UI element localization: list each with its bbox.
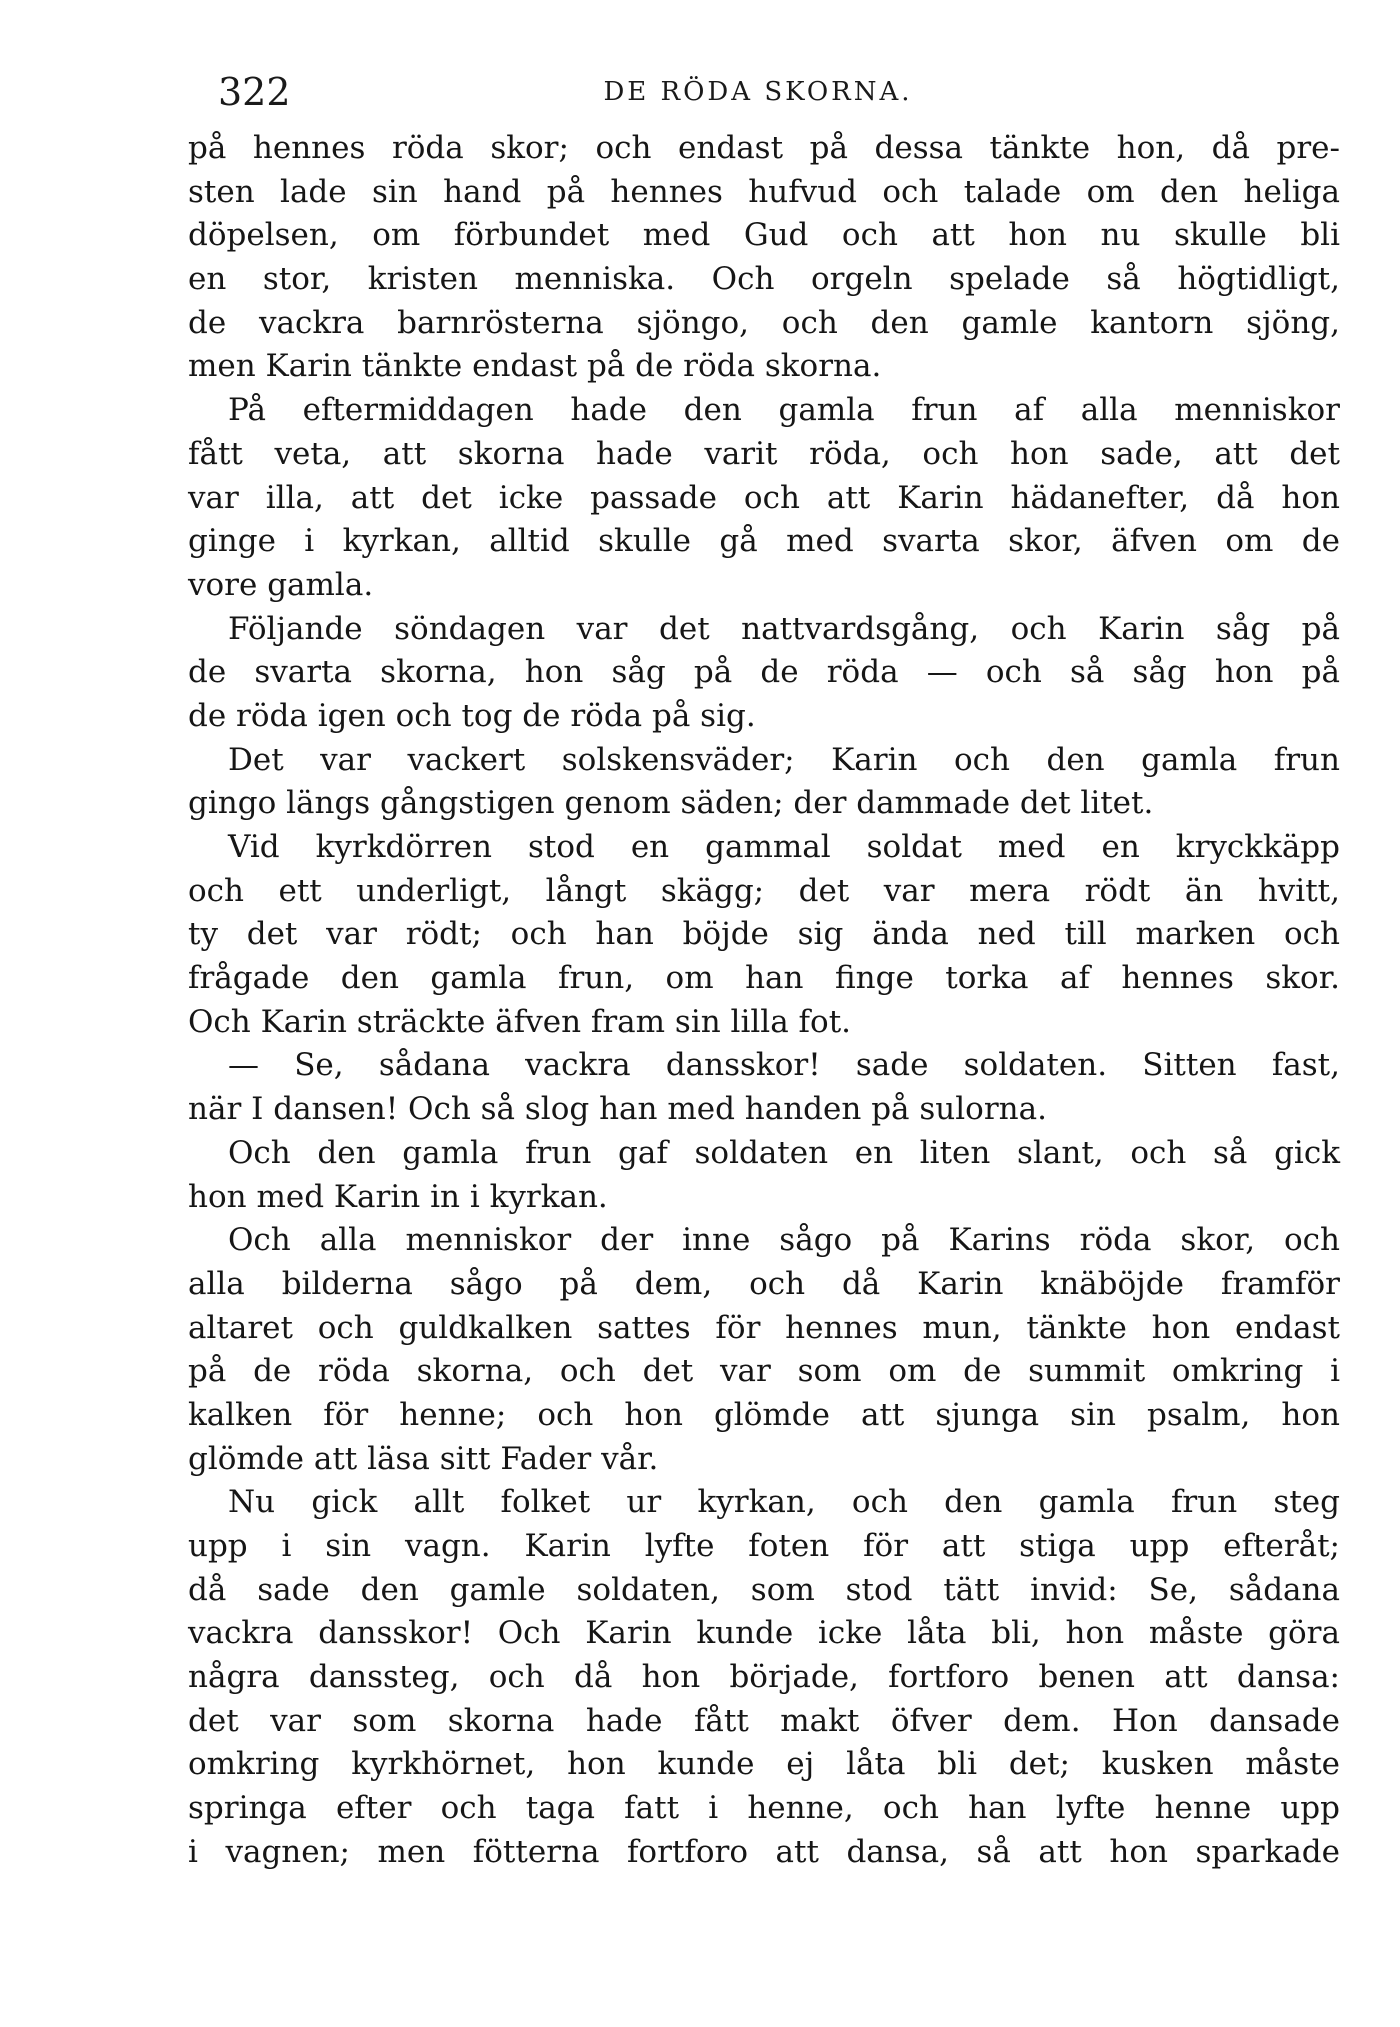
- text-line: På eftermiddagen hade den gamla frun af alla menniskor: [228, 392, 1340, 429]
- text-line: Och Karin sträckte äfven fram sin lilla fot.: [188, 1003, 852, 1040]
- text-line: Vid kyrkdörren stod en gammal soldat med en kryckkäpp: [228, 829, 1340, 865]
- text-line: de vackra barnrösterna sjöngo, och den gamle kantorn sjöng,: [188, 304, 1340, 341]
- text-line: det var som skorna hade fått makt öfver dem. Hon dansade: [188, 1702, 1340, 1739]
- page-number: 322: [218, 70, 291, 114]
- text-line: men Karin tänkte endast på de röda skorna.: [188, 348, 882, 385]
- text-line: vore gamla.: [188, 566, 374, 603]
- text-line: var illa, att det icke passade och att Karin hädanefter, då hon: [188, 479, 1340, 516]
- text-line: på de röda skorna, och det var som om de summit omkring i: [188, 1353, 1340, 1390]
- text-line: de svarta skorna, hon såg på de röda — och så såg hon på: [188, 654, 1340, 691]
- text-line: fått veta, att skorna hade varit röda, och hon sade, att det: [188, 435, 1340, 472]
- running-title: DE RÖDA SKORNA.: [603, 77, 913, 107]
- text-line: Och alla menniskor der inne sågo på Karins röda skor, och: [228, 1222, 1340, 1259]
- text-line: några danssteg, och då hon började, fortforo benen att dansa:: [188, 1659, 1340, 1696]
- text-line: på hennes röda skor; och endast på dessa tänkte hon, då pre-: [188, 130, 1340, 166]
- text-line: då sade den gamle soldaten, som stod tätt invid: Se, sådana: [188, 1571, 1340, 1608]
- text-line: ginge i kyrkan, alltid skulle gå med svarta skor, äfven om de: [188, 523, 1340, 560]
- text-line: glömde att läsa sitt Fader vår.: [188, 1440, 659, 1477]
- text-line: döpelsen, om förbundet med Gud och att hon nu skulle bli: [188, 217, 1340, 254]
- text-line: Nu gick allt folket ur kyrkan, och den gamla frun steg: [228, 1484, 1340, 1521]
- text-line: gingo längs gångstigen genom säden; der dammade det litet.: [188, 785, 1154, 822]
- text-line: när I dansen! Och så slog han med handen på sulorna.: [188, 1091, 1047, 1128]
- text-line: hon med Karin in i kyrkan.: [188, 1178, 608, 1215]
- text-line: frågade den gamla frun, om han finge torka af hennes skor.: [188, 960, 1340, 997]
- page-header: [188, 62, 1328, 122]
- text-line: altaret och guldkalken sattes för hennes mun, tänkte hon endast: [188, 1309, 1340, 1346]
- text-line: Och den gamla frun gaf soldaten en liten slant, och så gick: [228, 1134, 1340, 1171]
- text-line: upp i sin vagn. Karin lyfte foten för att stiga upp efteråt;: [188, 1528, 1340, 1564]
- text-line: de röda igen och tog de röda på sig.: [188, 697, 756, 734]
- text-line: en stor, kristen menniska. Och orgeln spelade så högtidligt,: [188, 261, 1340, 298]
- text-line: vackra dansskor! Och Karin kunde icke låta bli, hon måste göra: [188, 1615, 1340, 1652]
- text-line: i vagnen; men fötterna fortforo att dansa, så att hon sparkade: [188, 1833, 1340, 1870]
- text-line: alla bilderna sågo på dem, och då Karin knäböjde framför: [188, 1265, 1340, 1302]
- text-line: kalken för henne; och hon glömde att sjunga sin psalm, hon: [188, 1396, 1340, 1433]
- text-line: Följande söndagen var det nattvardsgång, och Karin såg på: [228, 610, 1340, 647]
- text-line: ty det var rödt; och han böjde sig ända ned till marken och: [188, 916, 1340, 953]
- text-line: springa efter och taga fatt i henne, och han lyfte henne upp: [188, 1790, 1340, 1827]
- text-line: sten lade sin hand på hennes hufvud och talade om den heliga: [188, 173, 1340, 210]
- text-line: och ett underligt, långt skägg; det var mera rödt än hvitt,: [188, 872, 1340, 909]
- text-line: omkring kyrkhörnet, hon kunde ej låta bli det; kusken måste: [188, 1746, 1340, 1783]
- body-text: [188, 127, 1340, 1875]
- text-line: Det var vackert solskensväder; Karin och den gamla frun: [228, 741, 1340, 778]
- text-line: — Se, sådana vackra dansskor! sade soldaten. Sitten fast,: [228, 1047, 1340, 1084]
